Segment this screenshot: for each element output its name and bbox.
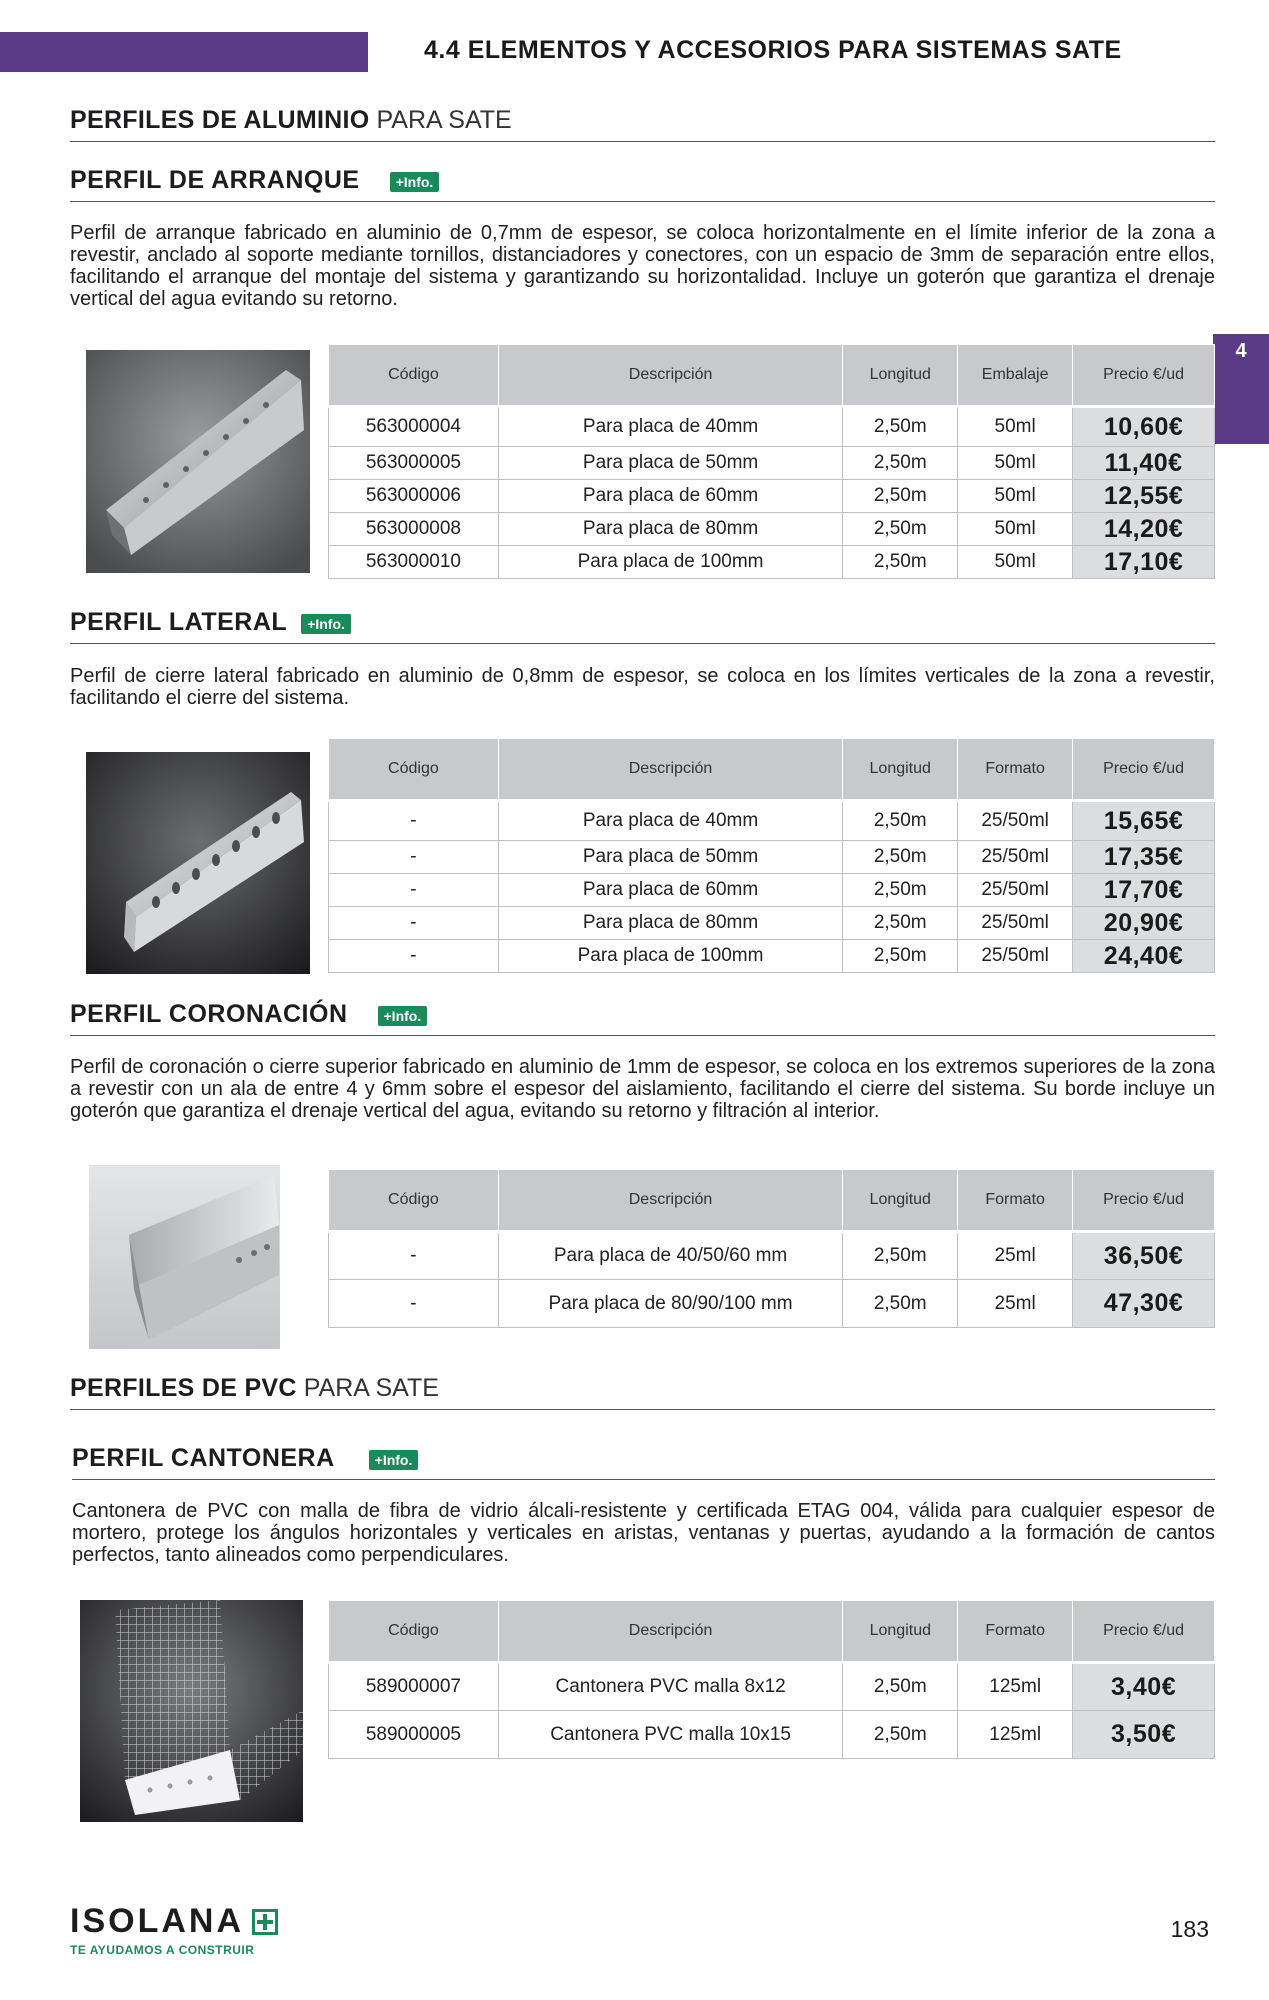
- column-header-codigo: Código: [329, 345, 499, 407]
- cell-longitud: 2,50m: [843, 1232, 958, 1280]
- table-row: [329, 907, 1215, 940]
- column-header-descripcion: Descripción: [498, 1170, 843, 1232]
- column-header-codigo: Código: [329, 1601, 499, 1663]
- column-header-longitud: Longitud: [843, 345, 958, 407]
- column-header-formato: Formato: [958, 1601, 1073, 1663]
- price-table-arranque: [328, 344, 1215, 579]
- section-description: Perfil de cierre lateral fabricado en aluminio de 0,8mm de espesor, se coloca en los límites verticales de la zona a revestir, facilitando el cierre del sistema.: [70, 665, 1215, 709]
- column-header-descripcion: Descripción: [498, 345, 842, 407]
- cell-descripcion: Para placa de 80mm: [498, 513, 842, 546]
- cell-descripcion: Cantonera PVC malla 10x15: [498, 1711, 843, 1759]
- cell-precio: 3,40€: [1073, 1663, 1215, 1711]
- column-header-precio: Precio €/ud: [1073, 739, 1215, 801]
- column-header-codigo: Código: [329, 1170, 499, 1232]
- cell-formato: 125ml: [958, 1711, 1073, 1759]
- table-row: [329, 1663, 1215, 1711]
- cell-precio: 15,65€: [1073, 801, 1215, 841]
- cell-longitud: 2,50m: [843, 907, 958, 940]
- column-header-longitud: Longitud: [843, 1170, 958, 1232]
- section-heading-arranque: [70, 166, 1215, 202]
- more-info-link[interactable]: +Info.: [390, 172, 440, 192]
- column-header-descripcion: Descripción: [498, 1601, 843, 1663]
- table-row: [329, 1280, 1215, 1328]
- group-heading-light: PARA SATE: [303, 1374, 439, 1402]
- logo-tagline: TE AYUDAMOS A CONSTRUIR: [70, 1943, 255, 1957]
- cell-codigo: -: [329, 907, 499, 940]
- cell-descripcion: Para placa de 60mm: [498, 874, 843, 907]
- cell-codigo: 589000007: [329, 1663, 499, 1711]
- section-title: PERFIL CORONACIÓN: [70, 1000, 348, 1028]
- cell-precio: 24,40€: [1073, 940, 1215, 973]
- cell-formato: 25/50ml: [958, 874, 1073, 907]
- cell-embalaje: 50ml: [958, 447, 1073, 480]
- cell-precio: 47,30€: [1073, 1280, 1215, 1328]
- column-header-embalaje: Embalaje: [958, 345, 1073, 407]
- column-header-formato: Formato: [958, 1170, 1073, 1232]
- group-heading-pvc: [70, 1374, 1215, 1410]
- cell-codigo: 563000010: [329, 546, 499, 579]
- table-row: [329, 546, 1215, 579]
- cell-codigo: -: [329, 1232, 499, 1280]
- cell-longitud: 2,50m: [843, 447, 958, 480]
- cell-descripcion: Cantonera PVC malla 8x12: [498, 1663, 843, 1711]
- column-header-precio: Precio €/ud: [1073, 1170, 1215, 1232]
- cell-precio: 14,20€: [1073, 513, 1215, 546]
- section-description: Cantonera de PVC con malla de fibra de vidrio álcali-resistente y certificada ETAG 004, válida para cualquier espesor de mortero, protege los ángulos horizontales y verticales en aristas, ventanas y puertas, ayudando a la formación de cantos perfectos, tanto alineados como perpendiculares.: [72, 1500, 1215, 1566]
- group-heading-aluminio: [70, 106, 1215, 142]
- cell-descripcion: Para placa de 50mm: [498, 447, 842, 480]
- cell-precio: 17,70€: [1073, 874, 1215, 907]
- column-header-precio: Precio €/ud: [1073, 345, 1215, 407]
- section-title: PERFIL LATERAL: [70, 608, 288, 636]
- cell-precio: 36,50€: [1073, 1232, 1215, 1280]
- cell-descripcion: Para placa de 100mm: [498, 940, 843, 973]
- table-row: [329, 940, 1215, 973]
- table-row: [329, 480, 1215, 513]
- section-title: PERFIL CANTONERA: [72, 1444, 335, 1472]
- cell-longitud: 2,50m: [843, 801, 958, 841]
- cell-precio: 11,40€: [1073, 447, 1215, 480]
- price-table-cantonera: [328, 1600, 1215, 1759]
- cell-embalaje: 50ml: [958, 480, 1073, 513]
- cell-embalaje: 50ml: [958, 407, 1073, 447]
- cell-codigo: 563000006: [329, 480, 499, 513]
- more-info-link[interactable]: +Info.: [369, 1450, 419, 1470]
- header-accent-bar: [0, 32, 368, 72]
- table-header-row: [329, 739, 1215, 801]
- cell-formato: 25ml: [958, 1232, 1073, 1280]
- table-row: [329, 801, 1215, 841]
- column-header-formato: Formato: [958, 739, 1073, 801]
- more-info-link[interactable]: +Info.: [301, 614, 351, 634]
- table-row: [329, 407, 1215, 447]
- cell-precio: 10,60€: [1073, 407, 1215, 447]
- cell-descripcion: Para placa de 50mm: [498, 841, 843, 874]
- cell-formato: 25ml: [958, 1280, 1073, 1328]
- cell-embalaje: 50ml: [958, 546, 1073, 579]
- section-title: PERFIL DE ARRANQUE: [70, 166, 360, 194]
- cell-formato: 25/50ml: [958, 907, 1073, 940]
- cell-precio: 20,90€: [1073, 907, 1215, 940]
- section-heading-cantonera: [72, 1444, 1215, 1480]
- product-image-coronacion: [89, 1165, 280, 1349]
- cell-codigo: -: [329, 841, 499, 874]
- cell-longitud: 2,50m: [843, 407, 958, 447]
- column-header-precio: Precio €/ud: [1073, 1601, 1215, 1663]
- group-heading-strong: PERFILES DE PVC: [70, 1374, 297, 1402]
- cell-longitud: 2,50m: [843, 480, 958, 513]
- cell-codigo: -: [329, 874, 499, 907]
- table-row: [329, 1232, 1215, 1280]
- cell-codigo: 589000005: [329, 1711, 499, 1759]
- cell-descripcion: Para placa de 60mm: [498, 480, 842, 513]
- cell-codigo: 563000008: [329, 513, 499, 546]
- cell-precio: 12,55€: [1073, 480, 1215, 513]
- page-number: 183: [1170, 1916, 1209, 1942]
- cell-longitud: 2,50m: [843, 1663, 958, 1711]
- cell-formato: 25/50ml: [958, 841, 1073, 874]
- cell-longitud: 2,50m: [843, 841, 958, 874]
- cell-precio: 17,35€: [1073, 841, 1215, 874]
- cell-codigo: 563000004: [329, 407, 499, 447]
- cell-descripcion: Para placa de 80mm: [498, 907, 843, 940]
- cell-codigo: -: [329, 940, 499, 973]
- section-heading-coronacion: [70, 1000, 1215, 1036]
- cell-descripcion: Para placa de 40mm: [498, 801, 843, 841]
- cell-descripcion: Para placa de 40mm: [498, 407, 842, 447]
- cell-descripcion: Para placa de 100mm: [498, 546, 842, 579]
- cell-precio: 17,10€: [1073, 546, 1215, 579]
- section-heading-lateral: [70, 608, 1215, 644]
- cell-longitud: 2,50m: [843, 874, 958, 907]
- table-row: [329, 513, 1215, 546]
- price-table-coronacion: [328, 1169, 1215, 1328]
- cell-longitud: 2,50m: [843, 1280, 958, 1328]
- group-heading-strong: PERFILES DE ALUMINIO: [70, 106, 370, 134]
- cell-descripcion: Para placa de 40/50/60 mm: [498, 1232, 843, 1280]
- table-header-row: [329, 1170, 1215, 1232]
- table-row: [329, 874, 1215, 907]
- table-row: [329, 447, 1215, 480]
- logo-text: ISOLANA: [70, 1902, 244, 1940]
- column-header-longitud: Longitud: [843, 739, 958, 801]
- product-image-arranque: [86, 350, 310, 573]
- price-table-lateral: [328, 738, 1215, 973]
- cell-formato: 125ml: [958, 1663, 1073, 1711]
- cell-longitud: 2,50m: [843, 546, 958, 579]
- table-row: [329, 841, 1215, 874]
- table-row: [329, 1711, 1215, 1759]
- cell-formato: 25/50ml: [958, 940, 1073, 973]
- table-header-row: [329, 345, 1215, 407]
- cell-longitud: 2,50m: [843, 513, 958, 546]
- chapter-title: 4.4 ELEMENTOS Y ACCESORIOS PARA SISTEMAS SATE: [424, 36, 1122, 64]
- plus-icon: [252, 1909, 278, 1935]
- section-description: Perfil de arranque fabricado en aluminio de 0,7mm de espesor, se coloca horizontalmente en el límite inferior de la zona a revestir, anclado al soporte mediante tornillos, distanciadores y conectores, con un espacio de 3mm de separación entre ellos, facilitando el arranque del montaje del sistema y garantizando su horizontalidad. Incluye un goterón que garantiza el drenaje vertical del agua evitando su retorno.: [70, 222, 1215, 310]
- cell-codigo: 563000005: [329, 447, 499, 480]
- product-image-cantonera: [80, 1600, 303, 1822]
- cell-precio: 3,50€: [1073, 1711, 1215, 1759]
- cell-longitud: 2,50m: [843, 1711, 958, 1759]
- brand-logo[interactable]: [70, 1902, 278, 1957]
- cell-embalaje: 50ml: [958, 513, 1073, 546]
- cell-longitud: 2,50m: [843, 940, 958, 973]
- table-header-row: [329, 1601, 1215, 1663]
- logo-wordmark: [70, 1902, 278, 1941]
- cell-codigo: -: [329, 1280, 499, 1328]
- section-description: Perfil de coronación o cierre superior fabricado en aluminio de 1mm de espesor, se coloca en los extremos superiores de la zona a revestir con un ala de entre 4 y 6mm sobre el espesor del aislamiento, facilitando el cierre del sistema. Su borde incluye un goterón que garantiza el drenaje vertical del agua, evitando su retorno y filtración al interior.: [70, 1056, 1215, 1122]
- column-header-descripcion: Descripción: [498, 739, 843, 801]
- product-image-lateral: [86, 752, 310, 974]
- cell-formato: 25/50ml: [958, 801, 1073, 841]
- cell-codigo: -: [329, 801, 499, 841]
- more-info-link[interactable]: +Info.: [378, 1006, 428, 1026]
- cell-descripcion: Para placa de 80/90/100 mm: [498, 1280, 843, 1328]
- column-header-longitud: Longitud: [843, 1601, 958, 1663]
- group-heading-light: PARA SATE: [376, 106, 512, 134]
- chapter-tab[interactable]: 4: [1213, 334, 1269, 444]
- column-header-codigo: Código: [329, 739, 499, 801]
